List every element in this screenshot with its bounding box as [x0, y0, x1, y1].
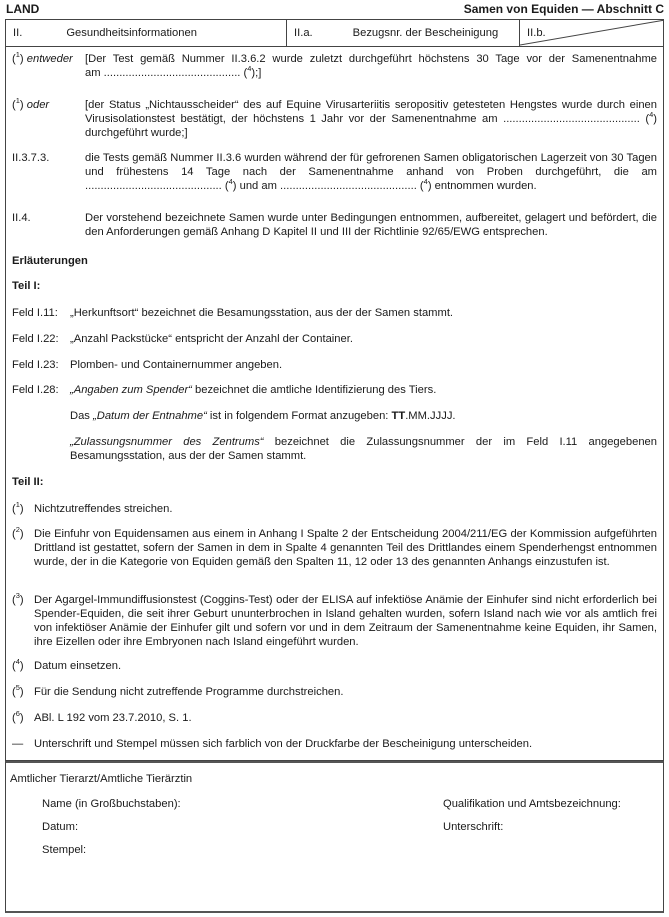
date-label: Datum:	[42, 821, 79, 833]
field-i28-note: Feld I.28: „Angaben zum Spender“ bezeichnet die amtliche Identifizierung des Tiers.	[12, 384, 437, 396]
veterinarian-title: Amtlicher Tierarzt/Amtliche Tierärztin	[10, 773, 193, 785]
reference-label: Bezugsnr. der Bescheinigung	[352, 27, 499, 39]
health-info-body	[5, 47, 664, 761]
name-label: Name (in Großbuchstaben):	[42, 798, 181, 810]
footnote-2: ($^2$) Die Einfuhr von Equidensamen aus einem in Anhang I Spalte 2 der Entscheidung 2004/211/EG der Kommission aufgeführten Drittland ist gestattet, sofern der Samen in dem in Spalte 4 genannten Teil des Drittlandes einem Spenderhengst entnommen wurde, der in die Kategorie von Equiden gemäß den Spalten 11, 12 oder 13 des genannten Anhangs einzustufen ist.	[12, 525, 657, 568]
footnote-4: ($^4$) Datum einsetzen.	[12, 657, 122, 672]
certificate-header-row	[5, 19, 664, 47]
signature-block	[5, 761, 664, 913]
clause-oder: ($^1$) oder [der Status „Nichtausscheider“ des auf Equine Virusarteriitis seropositiv getesteten Hengstes wurde durch einen Virusisolationstest bestätigt, der höchstens 1 Jahr vor der Samenentnahme am ............................................ ($^4$) durchgeführt wurde;]	[12, 96, 657, 139]
clause-entweder: ($^1$) entweder [Der Test gemäß Nummer II.3.6.2 wurde zuletzt durchgeführt höchstens 30 Tage vor der Samenentnahme am ............................................ ($^4$);]	[12, 50, 657, 79]
footnote-3: ($^3$) Der Agargel-Immundiffusionstest (Coggins-Test) oder der ELISA auf infektiöse Anämie der Einhufer sind nicht erforderlich bei Spender-Equiden, die seit ihrer Geburt ununterbrochen in Island gehalten wurden, sofern Island nach wie vor als amtlich frei von infektiöser Anämie der Einhufer gilt und sofern vor und in dem Zeitraum der Samenentnahme keine Equiden, ihr Samen, ihre Eizellen oder ihre Embryonen nach Island eingeführt wurden.	[12, 591, 657, 648]
clause-entweder-label: entweder	[26, 53, 73, 65]
footnote-5: ($^5$) Für die Sendung nicht zutreffende Programme durchstreichen.	[12, 683, 344, 698]
health-info-cell	[6, 20, 287, 46]
clause-oder-label: oder	[26, 99, 50, 111]
clause-ii4: II.4. Der vorstehend bezeichnete Samen wurde unter Bedingungen entnommen, aufbereitet, gelagert und befördert, die den Anforderungen gemäß Anhang D Kapitel II und III der Richtlinie 92/65/EWG entsprechen.	[12, 212, 657, 238]
part1-title: Teil I:	[12, 280, 41, 292]
iib-cell	[520, 20, 663, 46]
section-title: Samen von Equiden — Abschnitt C	[463, 2, 664, 16]
qualification-label: Qualifikation und Amtsbezeichnung:	[443, 798, 621, 810]
signature-color-note: — Unterschrift und Stempel müssen sich farblich von der Druckfarbe der Bescheinigung unterscheiden.	[12, 738, 533, 750]
explanations-title: Erläuterungen	[12, 255, 88, 267]
reference-number: II.a.	[294, 27, 313, 39]
section-label: Gesundheitsinformationen	[66, 27, 197, 39]
signature-label: Unterschrift:	[443, 821, 504, 833]
country-label: LAND	[6, 2, 40, 16]
field-i22-note: Feld I.22: „Anzahl Packstücke“ entspricht der Anzahl der Container.	[12, 333, 353, 345]
reference-cell	[287, 20, 520, 46]
page-header	[6, 2, 664, 18]
stamp-label: Stempel:	[42, 844, 87, 856]
footnote-6: ($^6$) ABl. L 192 vom 23.7.2010, S. 1.	[12, 709, 192, 724]
footnote-1: ($^1$) Nichtzutreffendes streichen.	[12, 500, 173, 515]
iib-number: II.b.	[527, 27, 546, 39]
section-number: II.	[13, 27, 23, 39]
date-format-note: Das „Datum der Entnahme“ ist in folgendem Format anzugeben: TT.MM.JJJJ.	[70, 410, 456, 422]
part2-title: Teil II:	[12, 476, 44, 488]
field-i23-note: Feld I.23: Plomben- und Containernummer angeben.	[12, 359, 283, 371]
field-i11-note: Feld I.11: „Herkunftsort“ bezeichnet die Besamungsstation, aus der der Samen stammt.	[12, 307, 454, 319]
clause-ii373: II.3.7.3. die Tests gemäß Nummer II.3.6 wurden während der für gefrorenen Samen obligatorischen Lagerzeit von 30 Tagen und frühestens 14 Tage nach der Samenentnahme anhand von Proben durchgeführt, die am ............................................ ($^4$) und am ............................................ ($^4$) entnommen wurden.	[12, 152, 657, 192]
approval-number-note: „Zulassungsnummer des Zentrums“ bezeichnet die Zulassungsnummer der im Feld I.11 angegebenen Besamungsstation, aus der der Samen stammt.	[70, 436, 657, 462]
diagonal-strike-icon	[520, 20, 663, 46]
